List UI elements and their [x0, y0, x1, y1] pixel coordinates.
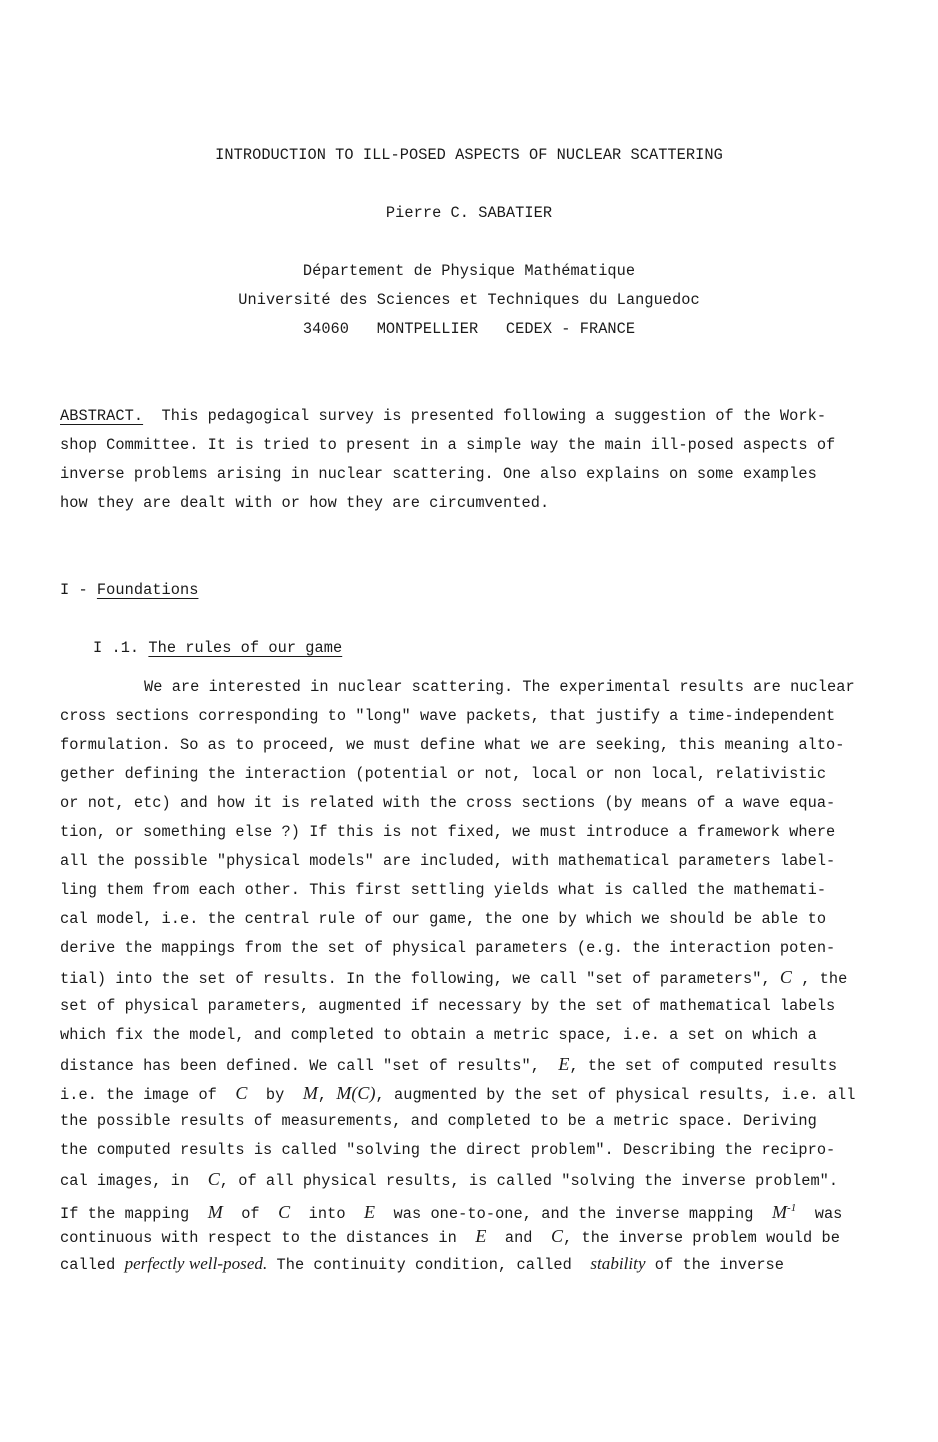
body-line: the possible results of measurements, and completed to be a metric space. Deriving: [60, 1112, 817, 1130]
symbol-m-of-c: M(C): [336, 1083, 376, 1103]
emphasis-perfectly-well-posed: perfectly well-posed.: [124, 1254, 268, 1273]
subsection-number: I .1.: [93, 639, 149, 657]
body-line: the computed results is called "solving the direct problem". Describing the recipro-: [60, 1141, 836, 1159]
text-run: of: [222, 1205, 279, 1223]
body-line: We are interested in nuclear scattering. The experimental results are nuclear: [144, 678, 855, 696]
symbol-m-inverse: [772, 1202, 796, 1222]
text-run: , augmented by the set of physical results, i.e. all: [375, 1086, 856, 1104]
emphasis-stability: stability: [590, 1254, 646, 1273]
body-line: [60, 967, 847, 989]
abstract-line: how they are dealt with or how they are circumvented.: [60, 494, 550, 512]
body-line: [60, 1198, 842, 1224]
paper-title: INTRODUCTION TO ILL-POSED ASPECTS OF NUCLEAR SCATTERING: [215, 146, 723, 164]
text-run: cal images, in: [60, 1172, 208, 1190]
body-line: formulation. So as to proceed, we must define what we are seeking, this meaning alto-: [60, 736, 845, 754]
inverse-exponent: -1: [787, 1202, 797, 1214]
text-run: If the mapping: [60, 1205, 208, 1223]
text-run: ,: [317, 1086, 337, 1104]
section-heading: [60, 580, 198, 600]
body-line: [60, 1169, 838, 1191]
abstract-text: This pedagogical survey is presented following a suggestion of the Work-: [143, 407, 827, 425]
body-line: [60, 1226, 840, 1248]
subsection-heading: [93, 638, 342, 658]
text-run: was one-to-one, and the inverse mapping: [375, 1205, 772, 1223]
text-run: and: [486, 1229, 551, 1247]
body-line: ling them from each other. This first settling yields what is called the mathemati-: [60, 881, 827, 899]
symbol-m: M: [207, 1202, 223, 1222]
symbol-c: C: [551, 1226, 564, 1246]
symbol-c: C: [207, 1169, 220, 1189]
abstract-line: [60, 406, 826, 426]
body-line: [60, 1054, 837, 1076]
text-run: distance has been defined. We call "set of results",: [60, 1057, 559, 1075]
body-line: [60, 1083, 856, 1105]
text-run: by: [247, 1086, 303, 1104]
body-line: set of physical parameters, augmented if necessary by the set of mathematical labels: [60, 997, 836, 1015]
body-line: cross sections corresponding to "long" wave packets, that justify a time-independent: [60, 707, 836, 725]
text-run: tial) into the set of results. In the following, we call "set of parameters",: [60, 970, 780, 988]
symbol-c: C: [278, 1202, 291, 1222]
text-run: of the inverse: [645, 1256, 785, 1274]
symbol-e: E: [558, 1054, 570, 1074]
body-line: which fix the model, and completed to obtain a metric space, i.e. a set on which a: [60, 1026, 817, 1044]
text-run: was: [796, 1205, 843, 1223]
body-line: derive the mappings from the set of physical parameters (e.g. the interaction poten-: [60, 939, 836, 957]
section-number: I -: [60, 581, 97, 599]
affiliation-department: Département de Physique Mathématique: [302, 262, 636, 280]
body-line: cal model, i.e. the central rule of our game, the one by which we should be able to: [60, 910, 827, 928]
body-line: all the possible "physical models" are included, with mathematical parameters label-: [60, 852, 836, 870]
section-title: Foundations: [96, 581, 199, 599]
text-run: i.e. the image of: [60, 1086, 236, 1104]
text-run: continuous with respect to the distances in: [60, 1229, 476, 1247]
symbol-m: M: [302, 1083, 318, 1103]
symbol-e: E: [364, 1202, 376, 1222]
text-run: called: [60, 1256, 125, 1274]
text-run: into: [290, 1205, 365, 1223]
affiliation-university: Université des Sciences et Techniques du Languedoc: [238, 291, 700, 309]
subsection-title: The rules of our game: [148, 639, 343, 657]
affiliation-address: 34060 MONTPELLIER CEDEX - FRANCE: [302, 320, 636, 338]
body-line: [60, 1254, 784, 1275]
abstract-line: inverse problems arising in nuclear scattering. One also explains on some examples: [60, 465, 817, 483]
symbol-m: M: [771, 1202, 787, 1222]
body-line: or not, etc) and how it is related with the cross sections (by means of a wave equa-: [60, 794, 836, 812]
body-line: gether defining the interaction (potential or not, local or non local, relativistic: [60, 765, 827, 783]
symbol-c: C: [779, 967, 792, 987]
symbol-e: E: [475, 1226, 487, 1246]
abstract-line: shop Committee. It is tried to present in a simple way the main ill-posed aspects of: [60, 436, 836, 454]
abstract-label: ABSTRACT.: [60, 407, 144, 425]
text-run: The continuity condition, called: [267, 1256, 591, 1274]
text-run: , the inverse problem would be: [563, 1229, 840, 1247]
text-run: , the: [791, 970, 848, 988]
author-name: Pierre C. SABATIER: [385, 204, 553, 222]
symbol-c: C: [235, 1083, 248, 1103]
text-run: , the set of computed results: [569, 1057, 838, 1075]
text-run: , of all physical results, is called "solving the inverse problem".: [219, 1172, 839, 1190]
body-line: tion, or something else ?) If this is not fixed, we must introduce a framework where: [60, 823, 836, 841]
